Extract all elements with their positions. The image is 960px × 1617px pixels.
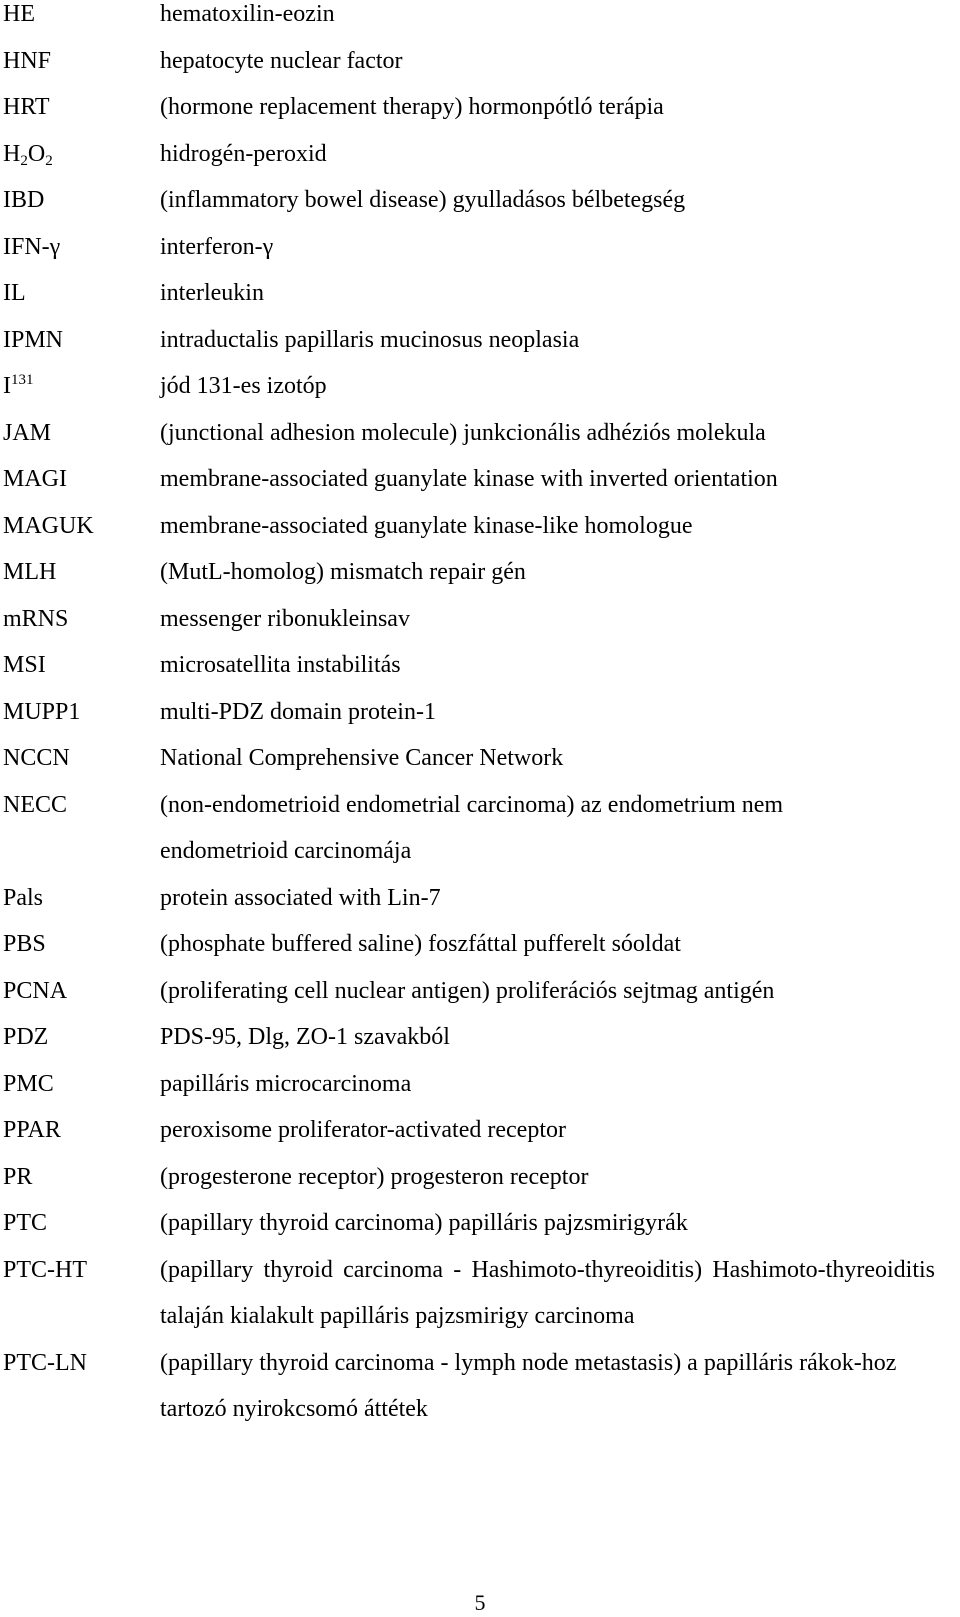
- abbreviation: MAGI: [3, 466, 67, 492]
- definition: interferon-γ: [160, 233, 274, 260]
- abbreviation: PR: [3, 1163, 33, 1190]
- definition: (hormone replacement therapy) hormonpótló terápia: [160, 94, 664, 120]
- list-item: [0, 512, 960, 559]
- definition: microsatellita instabilitás: [160, 652, 401, 678]
- abbreviation: PCNA: [3, 977, 68, 1004]
- list-item: [0, 372, 960, 419]
- definition: membrane-associated guanylate kinase with inverted orientation: [160, 466, 778, 492]
- definition: protein associated with Lin-7: [160, 884, 441, 911]
- list-item: [0, 791, 960, 884]
- abbreviation: PTC: [3, 1210, 48, 1236]
- abbreviation: HE: [3, 1, 35, 27]
- list-item: [0, 419, 960, 466]
- abbreviation: MSI: [3, 652, 46, 678]
- definition: intraductalis papillaris mucinosus neoplasia: [160, 326, 580, 353]
- list-item: [0, 279, 960, 326]
- list-item: [0, 1023, 960, 1070]
- abbreviation: mRNS: [3, 605, 69, 632]
- abbreviation: PBS: [3, 931, 46, 957]
- definition: membrane-associated guanylate kinase-like homologue: [160, 512, 693, 539]
- list-item: [0, 233, 960, 280]
- definition: hepatocyte nuclear factor: [160, 47, 403, 74]
- list-item: [0, 605, 960, 652]
- list-item: [0, 1256, 960, 1349]
- abbreviation: MLH: [3, 559, 57, 585]
- abbreviation-base-2: O: [27, 140, 46, 167]
- definition: (non-endometrioid endometrial carcinoma) az endometrium nem endometrioid carcinomája: [160, 791, 784, 864]
- definition: multi-PDZ domain protein-1: [160, 698, 436, 725]
- abbreviation: JAM: [3, 419, 52, 446]
- abbreviation: MAGUK: [3, 512, 94, 539]
- abbreviation-subscript: 2: [20, 152, 28, 169]
- definition: (junctional adhesion molecule) junkcionális adhéziós molekula: [160, 419, 766, 446]
- definition: hidrogén-peroxid: [160, 140, 327, 167]
- definition: messenger ribonukleinsav: [160, 605, 410, 632]
- definition: (papillary thyroid carcinoma - lymph node metastasis) a papilláris rákok-hoz tartozó nyirokcsomó áttétek: [160, 1349, 897, 1422]
- definition: (phosphate buffered saline) foszfáttal pufferelt sóoldat: [160, 931, 681, 957]
- list-item: [0, 1163, 960, 1210]
- list-item: [0, 930, 960, 977]
- definition: PDS-95, Dlg, ZO-1 szavakból: [160, 1024, 450, 1050]
- list-item: [0, 1349, 960, 1442]
- abbreviation: NCCN: [3, 745, 70, 771]
- definition: peroxisome proliferator-activated receptor: [160, 1117, 566, 1143]
- abbreviation: [3, 372, 34, 400]
- abbreviation: PPAR: [3, 1117, 61, 1143]
- list-item: [0, 977, 960, 1024]
- abbreviation: PDZ: [3, 1024, 49, 1050]
- abbreviation: PTC-LN: [3, 1349, 87, 1376]
- definition: (proliferating cell nuclear antigen) proliferációs sejtmag antigén: [160, 977, 775, 1004]
- abbreviation: PMC: [3, 1070, 54, 1097]
- page-number: 5: [474, 1590, 486, 1615]
- abbreviation-subscript-2: 2: [45, 152, 53, 169]
- abbreviation: HRT: [3, 94, 50, 120]
- abbreviation: [3, 140, 53, 168]
- list-item: [0, 698, 960, 745]
- abbreviation: HNF: [3, 47, 52, 74]
- abbreviation: IBD: [3, 187, 45, 213]
- list-item: [0, 884, 960, 931]
- abbreviation-base: H: [3, 140, 21, 167]
- abbreviation-superscript: 131: [11, 372, 34, 388]
- list-item: [0, 558, 960, 605]
- definition: hematoxilin-eozin: [160, 1, 335, 27]
- abbreviation: PTC-HT: [3, 1256, 87, 1283]
- definition: (progesterone receptor) progesteron receptor: [160, 1163, 589, 1190]
- list-item: [0, 1116, 960, 1163]
- definition: papilláris microcarcinoma: [160, 1070, 412, 1097]
- definition: (inflammatory bowel disease) gyulladásos bélbetegség: [160, 187, 686, 213]
- list-item: [0, 1070, 960, 1117]
- list-item: [0, 93, 960, 140]
- abbreviation: Pals: [3, 884, 44, 911]
- definition: (papillary thyroid carcinoma - Hashimoto-thyreoiditis) Hashimoto-thyreoiditis talaján kialakult papilláris pajzsmirigy carcinoma: [160, 1256, 935, 1329]
- list-item: [0, 140, 960, 187]
- abbreviation: IFN-γ: [3, 233, 61, 260]
- abbreviation: IL: [3, 280, 26, 306]
- list-item: [0, 0, 960, 47]
- abbreviation: NECC: [3, 791, 68, 818]
- list-item: [0, 47, 960, 94]
- definition: (MutL-homolog) mismatch repair gén: [160, 559, 526, 585]
- abbreviation: MUPP1: [3, 698, 81, 725]
- definition: National Comprehensive Cancer Network: [160, 745, 564, 771]
- abbreviation-base: I: [3, 373, 11, 399]
- list-item: [0, 651, 960, 698]
- abbreviation: IPMN: [3, 326, 64, 353]
- list-item: [0, 326, 960, 373]
- list-item: [0, 186, 960, 233]
- definition: interleukin: [160, 280, 264, 306]
- definition: (papillary thyroid carcinoma) papilláris pajzsmirigyrák: [160, 1210, 688, 1236]
- definition: jód 131-es izotóp: [160, 373, 327, 399]
- list-item: [0, 465, 960, 512]
